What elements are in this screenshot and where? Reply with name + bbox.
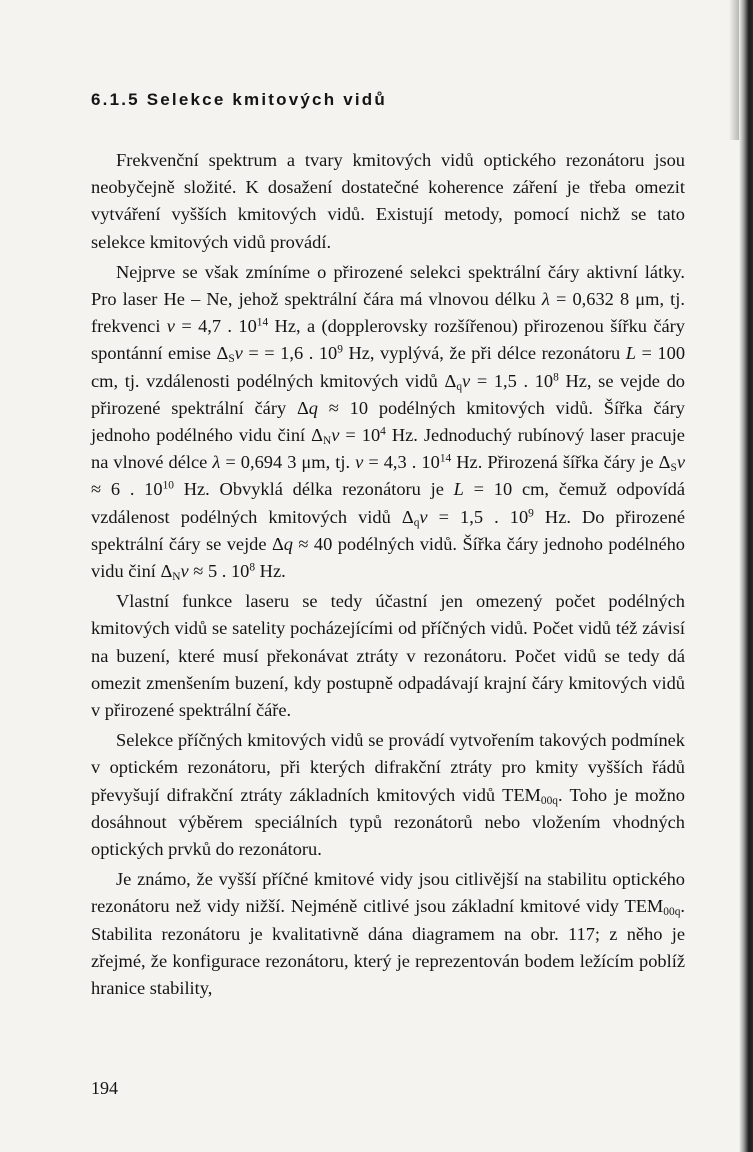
math-i: q bbox=[283, 533, 293, 554]
paragraph bbox=[91, 727, 685, 863]
text-run: ≈ 10 podélných kmitových vidů. Šířka čáry jednoho podélného vidu činí Δ bbox=[91, 397, 685, 446]
text-run: Hz, a (dopplerovsky rozšířenou) přirozenou šířku čáry spontánní emise Δ bbox=[91, 316, 685, 364]
math-sup: 9 bbox=[528, 507, 534, 520]
math-sub: 00q bbox=[663, 906, 681, 919]
math-i: q bbox=[308, 397, 318, 418]
text-run: = 0,632 8 μm, tj. frekvenci bbox=[91, 289, 685, 337]
math-sup: 8 bbox=[249, 561, 256, 574]
math-i: λ bbox=[212, 452, 221, 473]
math-sup: 8 bbox=[553, 371, 559, 384]
page-binding-edge bbox=[739, 0, 753, 1152]
math-i: ν bbox=[180, 561, 189, 582]
text-run: = 0,694 3 μm, tj. bbox=[220, 452, 356, 473]
math-sup: 9 bbox=[337, 344, 343, 357]
math-sub: N bbox=[322, 435, 332, 448]
math-i: L bbox=[453, 479, 464, 500]
page-shadow bbox=[729, 0, 739, 140]
text-run: Hz. Jednoduchý rubínový laser pracuje na vlnové délce bbox=[91, 425, 685, 473]
math-sub: q bbox=[413, 516, 420, 529]
body-text bbox=[91, 147, 685, 1002]
text-run: = 1,5 . 10 bbox=[427, 506, 529, 527]
text-run: Je známo, že vyšší příčné kmitové vidy jsou citlivější na stabilitu optického rezonátoru než vidy nižší. Nejméně citlivé jsou základní kmitové vidy TEM bbox=[91, 869, 685, 917]
paragraph bbox=[91, 259, 685, 585]
math-i: L bbox=[625, 343, 636, 364]
math-sub: S bbox=[228, 353, 235, 366]
text-run: Hz. Do přirozené spektrální čáry se vejde Δ bbox=[91, 506, 685, 554]
math-sup: 4 bbox=[380, 425, 386, 438]
text-run: Selekce příčných kmitových vidů se provádí vytvořením takových podmínek v optickém rezonátoru, při kterých difrakční ztráty pro kmity vyšších řádů převyšují difrakční ztráty základních kmitových vidů TEM bbox=[91, 730, 685, 805]
math-i: ν bbox=[676, 452, 685, 473]
text-run: Hz. bbox=[255, 561, 286, 582]
math-sub: q bbox=[456, 380, 463, 393]
math-i: ν bbox=[166, 316, 175, 337]
math-i: λ bbox=[541, 289, 550, 310]
text-run: ≈ 6 . 10 bbox=[91, 479, 163, 500]
text-run: Frekvenční spektrum a tvary kmitových vidů optického rezonátoru jsou neobyčejně složité. K dosažení dostatečné koherence záření je třeba omezit vytváření vyšších kmitových vidů. Existují metody, pomocí nichž se tato selekce kmitových vidů provádí. bbox=[91, 150, 685, 252]
text-run: ≈ 5 . 10 bbox=[188, 561, 250, 582]
text-run: = 100 cm, tj. vzdálenosti podélných kmitových vidů Δ bbox=[91, 343, 686, 391]
text-run: Hz. Přirozená šířka čáry je Δ bbox=[451, 452, 671, 473]
text-run: = 4,3 . 10 bbox=[363, 452, 440, 473]
math-sub: N bbox=[172, 571, 181, 584]
text-run: Nejprve se však zmíníme o přirozené selekci spektrální čáry aktivní látky. Pro laser He – Ne, jehož spektrální čára má vlnovou délku bbox=[91, 261, 685, 310]
math-i: ν bbox=[355, 452, 364, 473]
text-run: Hz. Obvyklá délka rezonátoru je bbox=[173, 479, 454, 500]
section-heading: 6.1.5 Selekce kmitových vidů bbox=[91, 90, 387, 109]
paragraph bbox=[91, 147, 685, 256]
math-i: ν bbox=[234, 343, 243, 364]
math-sub: S bbox=[670, 462, 677, 475]
paragraph bbox=[91, 588, 685, 724]
text-run: = = 1,6 . 10 bbox=[242, 343, 338, 364]
math-sup: 14 bbox=[256, 316, 269, 329]
page-number: 194 bbox=[91, 1078, 118, 1098]
text-run: = 1,5 . 10 bbox=[470, 370, 554, 391]
math-sup: 10 bbox=[162, 480, 174, 493]
text-run: Vlastní funkce laseru se tedy účastní jen omezený počet podélných kmitových vidů se satelity pocházejícími od příčných vidů. Počet vidů též závisí na buzení, které musí překonávat ztráty v rezonátoru. Počet vidů se tedy dá omezit zmenšením buzení, kdy postupně odpadávají krajní čáry kmitových vidů v přirozené spektrální čáře. bbox=[91, 591, 685, 721]
text-run: = 10 bbox=[339, 425, 381, 446]
text-run: . Toho je možno dosáhnout výběrem speciálních typů rezonátorů nebo vložením vhodných optických prvků do rezonátoru. bbox=[91, 784, 685, 860]
math-i: ν bbox=[462, 370, 471, 391]
math-sup: 14 bbox=[439, 452, 452, 465]
text-run: Hz, se vejde do přirozené spektrální čáry Δ bbox=[91, 370, 685, 418]
paragraph bbox=[91, 866, 685, 1002]
text-run: . Stabilita rezonátoru je kvalitativně dána diagramem na obr. 117; z něho je zřejmé, že konfigurace rezonátoru, který je reprezentován bodem ležícím poblíž hranice stability, bbox=[91, 896, 685, 999]
text-run: Hz, vyplývá, že při délce rezonátoru bbox=[342, 343, 626, 364]
math-i: ν bbox=[331, 425, 340, 446]
text-run: = 4,7 . 10 bbox=[174, 316, 257, 337]
math-sub: 00q bbox=[540, 794, 558, 807]
text-run: = 10 cm, čemuž odpovídá vzdálenost podélných kmitových vidů Δ bbox=[91, 479, 685, 527]
text-run: ≈ 40 podélných vidů. Šířka čáry jednoho podélného vidu činí Δ bbox=[91, 533, 685, 582]
math-i: ν bbox=[419, 506, 428, 527]
